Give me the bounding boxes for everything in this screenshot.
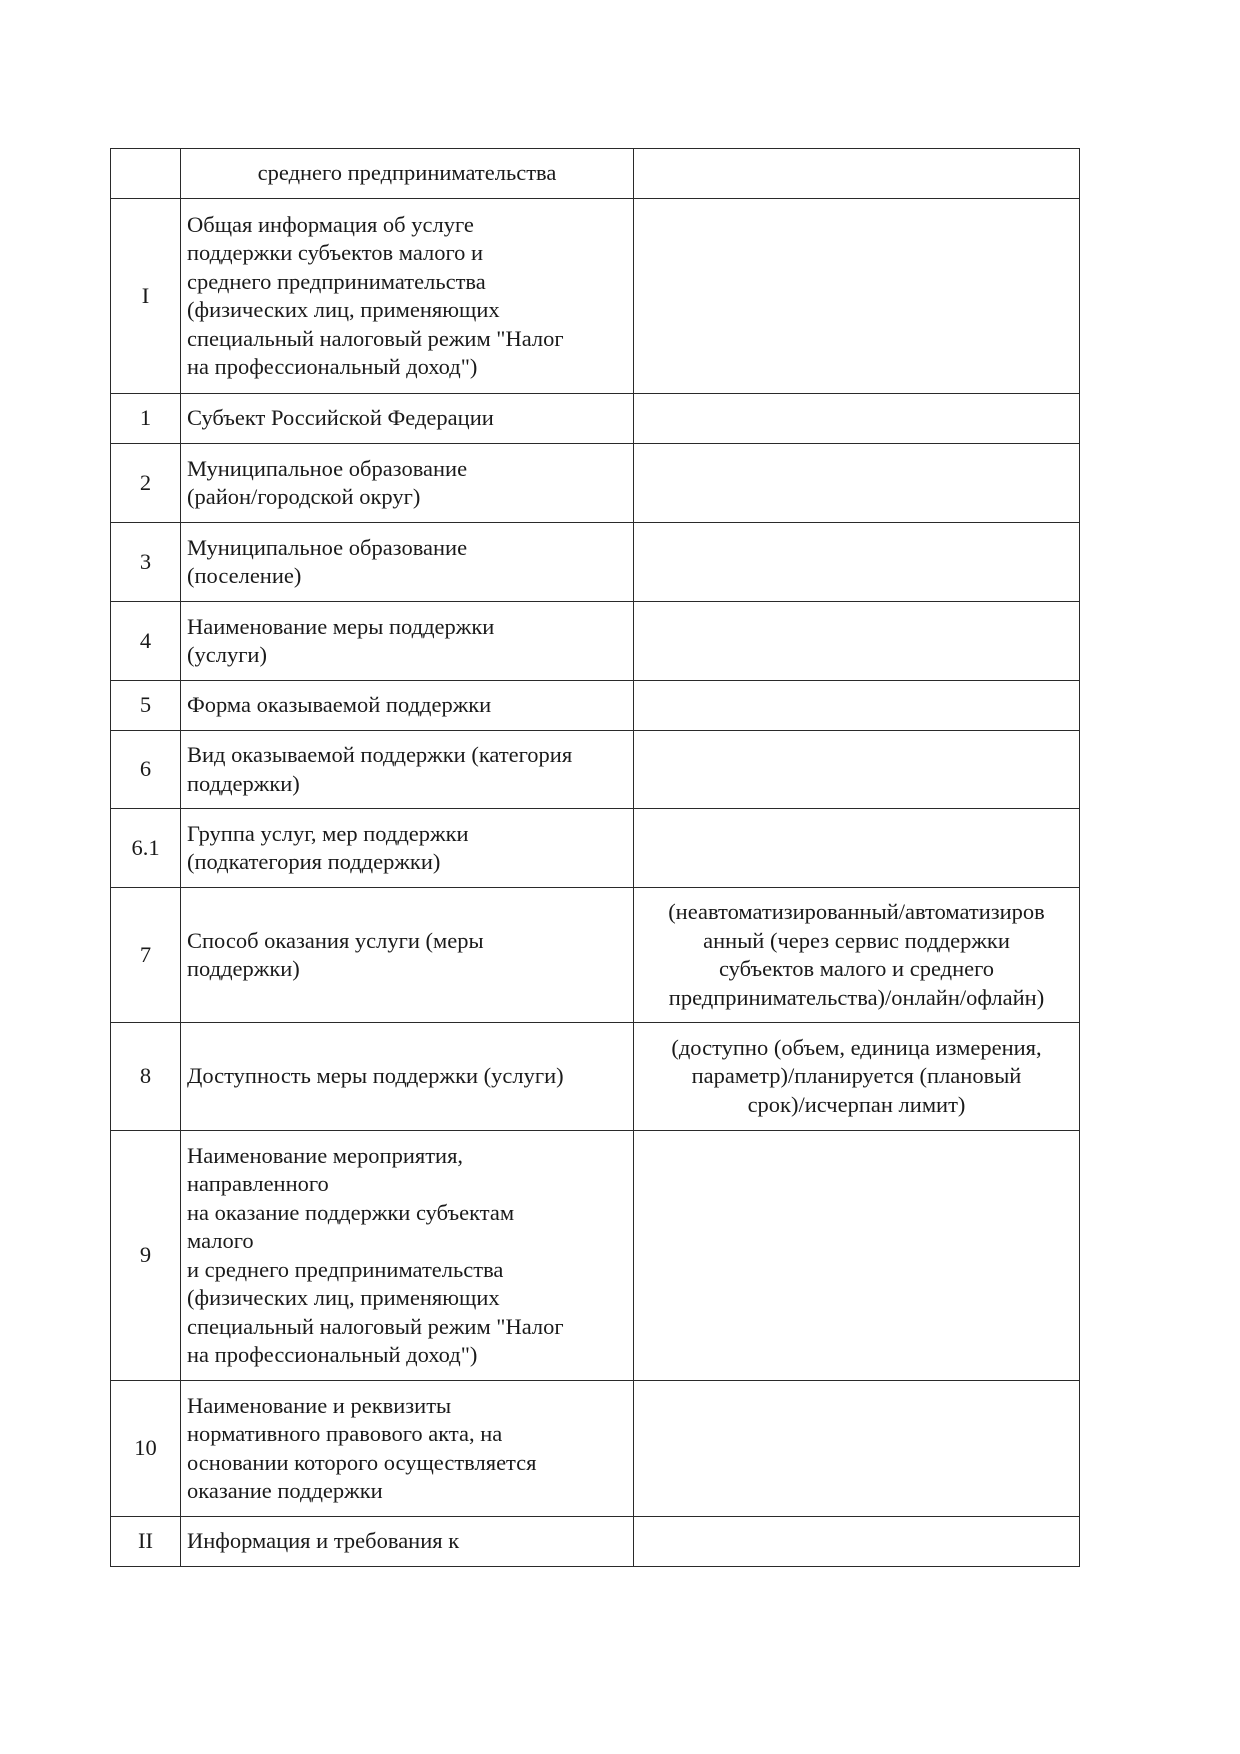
row-value-cell[interactable]: [634, 149, 1080, 199]
label-line: Группа услуг, мер поддержки: [187, 820, 469, 846]
row-number-cell: 6.1: [111, 809, 181, 888]
table-row: [111, 888, 1080, 1023]
label-line: Наименование мероприятия,: [187, 1142, 464, 1168]
table-row: [111, 681, 1080, 731]
label-line: (район/городской округ): [187, 484, 421, 509]
label-line: Наименование и реквизиты: [187, 1392, 452, 1418]
support-measure-form-table: [110, 148, 1080, 1567]
row-number-cell: 1: [111, 394, 181, 444]
label-line: на профессиональный доход"): [187, 354, 478, 379]
row-label-cell: [181, 681, 634, 731]
label-line: Форма оказываемой поддержки: [187, 692, 492, 718]
row-label-cell: [181, 1517, 634, 1567]
table-row: [111, 394, 1080, 444]
row-number-cell: 3: [111, 523, 181, 602]
row-value-cell[interactable]: [634, 444, 1080, 523]
label-line: специальный налоговый режим "Налог: [187, 325, 564, 351]
row-value-cell[interactable]: [634, 1517, 1080, 1567]
row-value-cell[interactable]: [634, 731, 1080, 809]
label-line: Способ оказания услуги (меры: [187, 927, 484, 953]
row-number-cell: 7: [111, 888, 181, 1023]
label-line: Вид оказываемой поддержки (категория: [187, 742, 573, 767]
label-line: (подкатегория поддержки): [187, 849, 441, 874]
row-number-cell: 5: [111, 681, 181, 731]
row-number-cell: I: [111, 199, 181, 394]
row-number-cell: II: [111, 1517, 181, 1567]
table-row: [111, 199, 1080, 394]
label-line: на оказание поддержки субъектам: [187, 1199, 515, 1225]
table-row: [111, 1023, 1080, 1131]
label-line: Наименование меры поддержки: [187, 613, 495, 639]
row-value-cell[interactable]: [634, 1023, 1080, 1131]
table-row: [111, 1131, 1080, 1381]
table-row: [111, 1381, 1080, 1517]
row-value-cell[interactable]: [634, 809, 1080, 888]
label-line: оказание поддержки: [187, 1478, 383, 1503]
row-value-cell[interactable]: [634, 199, 1080, 394]
table-row: [111, 809, 1080, 888]
row-label-cell: [181, 523, 634, 602]
row-label-cell: [181, 394, 634, 444]
label-line: Муниципальное образование: [187, 455, 468, 481]
label-line: Муниципальное образование: [187, 534, 468, 560]
label-line: основании которого осуществляется: [187, 1449, 537, 1475]
label-line: Информация и требования к: [187, 1528, 460, 1554]
table-body: [111, 149, 1080, 1567]
row-label-cell: [181, 1023, 634, 1131]
label-line: поддержки): [187, 770, 300, 796]
label-line: (физических лиц, применяющих: [187, 297, 500, 322]
value-hint-line: параметр)/планируется (плановый: [691, 1063, 1022, 1089]
table-row: [111, 444, 1080, 523]
label-line: (физических лиц, применяющих: [187, 1285, 500, 1310]
row-label-cell: [181, 199, 634, 394]
row-label-cell: [181, 1131, 634, 1381]
value-hint-line: субъектов малого и среднего: [718, 956, 995, 981]
row-number-cell: [111, 149, 181, 199]
row-label-cell: [181, 444, 634, 523]
row-value-cell[interactable]: [634, 681, 1080, 731]
table-row: [111, 731, 1080, 809]
value-hint-line: предпринимательства)/онлайн/офлайн): [668, 984, 1045, 1010]
value-hint-line: анный (через сервис поддержки: [703, 927, 1010, 953]
table-row: [111, 523, 1080, 602]
row-number-cell: 6: [111, 731, 181, 809]
row-value-cell[interactable]: [634, 1131, 1080, 1381]
label-line: (услуги): [187, 642, 267, 667]
row-number-cell: 9: [111, 1131, 181, 1381]
row-label-cell: [181, 602, 634, 681]
row-number-cell: 4: [111, 602, 181, 681]
row-value-cell[interactable]: [634, 1381, 1080, 1517]
row-number-cell: 8: [111, 1023, 181, 1131]
row-number-cell: 10: [111, 1381, 181, 1517]
label-line: Доступность меры поддержки (услуги): [187, 1063, 564, 1089]
row-value-cell[interactable]: [634, 602, 1080, 681]
table-row: [111, 602, 1080, 681]
label-line: (поселение): [187, 563, 302, 588]
table-row: [111, 149, 1080, 199]
row-label-cell: [181, 149, 634, 199]
row-value-cell[interactable]: [634, 523, 1080, 602]
row-value-cell[interactable]: [634, 888, 1080, 1023]
row-label-cell: [181, 731, 634, 809]
label-line: поддержки): [187, 956, 300, 981]
label-line: среднего предпринимательства: [187, 268, 486, 294]
row-label-cell: [181, 888, 634, 1023]
label-line: нормативного правового акта, на: [187, 1421, 503, 1446]
label-line: и среднего предпринимательства: [187, 1256, 504, 1282]
label-line: Субъект Российской Федерации: [187, 405, 494, 431]
row-label-cell: [181, 1381, 634, 1517]
label-line: Общая информация об услуге: [187, 211, 474, 237]
row-label-cell: [181, 809, 634, 888]
label-line: специальный налоговый режим "Налог: [187, 1313, 564, 1339]
label-line: малого: [187, 1228, 254, 1253]
row-number-cell: 2: [111, 444, 181, 523]
value-hint-line: срок)/исчерпан лимит): [747, 1091, 966, 1117]
value-hint-line: (неавтоматизированный/автоматизиров: [668, 899, 1045, 924]
table-row: [111, 1517, 1080, 1567]
label-line: среднего предпринимательства: [257, 160, 557, 186]
label-line: направленного: [187, 1171, 329, 1196]
label-line: поддержки субъектов малого и: [187, 240, 484, 265]
row-value-cell[interactable]: [634, 394, 1080, 444]
value-hint-line: (доступно (объем, единица измерения,: [671, 1034, 1042, 1060]
label-line: на профессиональный доход"): [187, 1342, 478, 1367]
